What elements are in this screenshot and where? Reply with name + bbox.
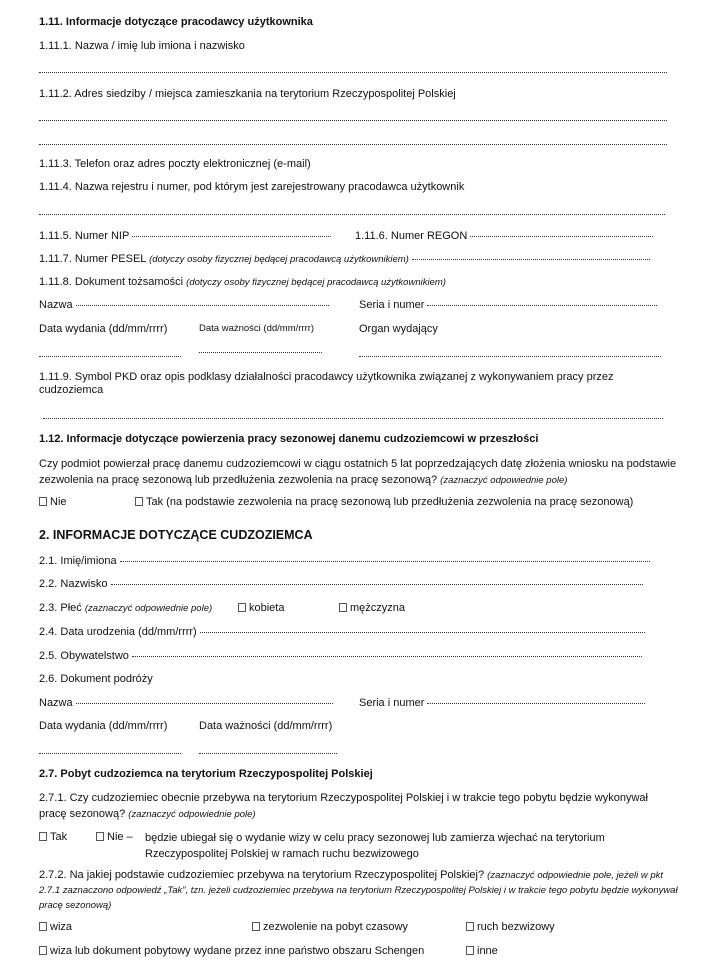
field-1-11-6-label: 1.11.6. Numer REGON xyxy=(355,230,468,242)
doc-1-authority-input[interactable] xyxy=(359,356,661,357)
doc-2-issue-label: Data wydania (dd/mm/rrrr) xyxy=(39,720,168,732)
field-2-1-label: 2.1. Imię/imiona xyxy=(39,555,117,567)
option-no-label: Nie xyxy=(50,496,67,508)
option-1-12-no[interactable] xyxy=(39,496,67,509)
option-male-label: mężczyzna xyxy=(350,602,406,614)
field-1-11-1-line[interactable] xyxy=(39,72,667,73)
doc-1-name-input[interactable] xyxy=(76,305,329,306)
checkbox-icon[interactable] xyxy=(39,497,47,506)
field-1-11-4-line[interactable] xyxy=(39,214,665,215)
q1-text: 2.7.1. Czy cudzoziemiec obecnie przebywa na terytorium Rzeczypospolitej Polskiej i w trakcie tego pobytu będzie wykonywał pracę sezonową? xyxy=(39,792,648,820)
doc-2-issue-input[interactable] xyxy=(39,753,181,754)
checkbox-icon[interactable] xyxy=(339,603,347,612)
field-2-3-row xyxy=(39,602,212,615)
checkbox-icon[interactable] xyxy=(238,603,246,612)
field-1-11-5-input[interactable] xyxy=(132,236,331,237)
field-1-11-8-label: 1.11.8. Dokument tożsamości xyxy=(39,276,184,288)
field-1-11-6-input[interactable] xyxy=(470,236,653,237)
doc-1-valid-input[interactable] xyxy=(199,352,322,353)
doc-2-name-label: Nazwa xyxy=(39,697,73,709)
option-1-12-yes[interactable] xyxy=(135,496,633,509)
option-yes-label: Tak (na podstawie zezwolenia na pracę sezonową lub przedłużenia zezwolenia na pracę sezonową) xyxy=(146,496,634,508)
field-2-4-row xyxy=(39,626,645,639)
field-1-11-8-note: (dotyczy osoby fizycznej będącej pracodawcą użytkownikiem) xyxy=(186,277,446,288)
field-1-11-2-line-1[interactable] xyxy=(39,120,667,121)
field-1-11-7-note: (dotyczy osoby fizycznej będącej pracodawcą użytkownikiem) xyxy=(149,254,409,265)
doc-1-authority-label: Organ wydający xyxy=(359,323,438,335)
option-yes-label: Tak xyxy=(50,831,68,843)
option-no-description: będzie ubiegał się o wydanie wizy w celu pracy sezonowej lub zamierza wjechać na terytorium Rzeczypospolitej Polskiej w ramach ruchu bezwizowego xyxy=(145,832,605,860)
section-2-title: 2. INFORMACJE DOTYCZĄCE CUDZOZIEMCA xyxy=(39,528,313,542)
doc-2-name-row xyxy=(39,697,333,710)
checkbox-icon[interactable] xyxy=(39,922,47,931)
field-2-4-input[interactable] xyxy=(200,632,645,633)
q2-text: 2.7.2. Na jakiej podstawie cudzoziemiec przebywa na terytorium Rzeczypospolitej Polskiej? xyxy=(39,869,485,881)
doc-2-series-label: Seria i numer xyxy=(359,697,425,709)
doc-1-issue-input[interactable] xyxy=(39,356,181,357)
field-2-7-2-question xyxy=(39,868,679,913)
field-2-3-note: (zaznaczyć odpowiednie pole) xyxy=(84,603,213,614)
option-female-label: kobieta xyxy=(249,602,285,614)
checkbox-icon[interactable] xyxy=(466,946,474,955)
field-2-1-row xyxy=(39,555,650,568)
section-1-11-title: 1.11. Informacje dotyczące pracodawcy użytkownika xyxy=(39,16,313,28)
doc-2-name-input[interactable] xyxy=(76,703,333,704)
field-2-5-label: 2.5. Obywatelstwo xyxy=(39,650,129,662)
option-temp-residence[interactable] xyxy=(252,921,408,934)
field-2-2-input[interactable] xyxy=(111,584,643,585)
checkbox-icon[interactable] xyxy=(466,922,474,931)
checkbox-icon[interactable] xyxy=(135,497,143,506)
field-1-11-2-label: 1.11.2. Adres siedziby / miejsca zamieszkania na terytorium Rzeczypospolitej Polskiej xyxy=(39,88,456,100)
doc-1-issue-label: Data wydania (dd/mm/rrrr) xyxy=(39,323,168,335)
field-1-11-5-row xyxy=(39,230,331,243)
field-1-11-8-row xyxy=(39,276,446,289)
option-visa[interactable] xyxy=(39,921,72,934)
doc-1-valid-label: Data ważności (dd/mm/rrrr) xyxy=(199,323,315,334)
field-1-11-9-line[interactable] xyxy=(43,418,663,419)
field-2-2-label: 2.2. Nazwisko xyxy=(39,578,108,590)
doc-1-series-label: Seria i numer xyxy=(359,299,425,311)
option-visa-free[interactable] xyxy=(466,921,555,934)
field-2-7-1-question xyxy=(39,791,669,822)
field-1-11-1-label: 1.11.1. Nazwa / imię lub imiona i nazwisko xyxy=(39,40,245,52)
doc-2-valid-label: Data ważności (dd/mm/rrrr) xyxy=(199,720,333,732)
doc-1-series-row xyxy=(359,299,657,312)
section-1-12-title: 1.12. Informacje dotyczące powierzenia pracy sezonowej danemu cudzoziemcowi w przeszłości xyxy=(39,433,539,445)
field-1-11-7-input[interactable] xyxy=(412,259,650,260)
option-visafree-label: ruch bezwizowy xyxy=(477,921,555,933)
field-1-11-4-label: 1.11.4. Nazwa rejestru i numer, pod którym jest zarejestrowany pracodawca użytkownik xyxy=(39,181,465,193)
checkbox-icon[interactable] xyxy=(39,946,47,955)
doc-1-name-label: Nazwa xyxy=(39,299,73,311)
field-2-5-input[interactable] xyxy=(132,656,642,657)
q1-note: (zaznaczyć odpowiednie pole) xyxy=(128,808,256,820)
question-note: (zaznaczyć odpowiednie pole) xyxy=(440,474,568,486)
option-female[interactable] xyxy=(238,602,284,615)
option-male[interactable] xyxy=(339,602,405,615)
field-1-11-2-line-2[interactable] xyxy=(39,144,667,145)
field-2-3-label: 2.3. Płeć xyxy=(39,602,82,614)
doc-1-name-row xyxy=(39,299,329,312)
field-1-11-7-label: 1.11.7. Numer PESEL xyxy=(39,253,146,265)
doc-2-valid-input[interactable] xyxy=(199,753,337,754)
field-1-11-9-label: 1.11.9. Symbol PKD oraz opis podklasy działalności pracodawcy użytkownika związanej z wykonywaniem pracy przez cudzoziemca xyxy=(39,371,614,396)
option-schengen[interactable] xyxy=(39,945,424,958)
field-1-11-3-label: 1.11.3. Telefon oraz adres poczty elektronicznej (e-mail) xyxy=(39,158,311,170)
checkbox-icon[interactable] xyxy=(39,832,47,841)
option-other-label: inne xyxy=(477,945,498,957)
doc-2-series-input[interactable] xyxy=(427,703,645,704)
doc-2-series-row xyxy=(359,697,645,710)
q2-note: (zaznaczyć odpowiednie pole, jeżeli w pkt 2.7.1 zaznaczono odpowiedź „Tak”, tzn. jeżeli cudzoziemiec przebywa na terytorium Rzeczypospolitej Polskiej i w trakcie tego pobytu będzie wykonywał pracę sezonową) xyxy=(39,870,678,911)
field-1-11-6-row xyxy=(355,230,653,243)
checkbox-icon[interactable] xyxy=(96,832,104,841)
option-visa-label: wiza xyxy=(50,921,73,933)
section-2-7-title: 2.7. Pobyt cudzoziemca na terytorium Rzeczypospolitej Polskiej xyxy=(39,768,373,780)
option-2-7-1-yes[interactable] xyxy=(39,831,67,844)
field-2-5-row xyxy=(39,650,642,663)
checkbox-icon[interactable] xyxy=(252,922,260,931)
option-2-7-1-no[interactable] xyxy=(96,831,133,844)
field-2-2-row xyxy=(39,578,643,591)
field-2-4-label: 2.4. Data urodzenia (dd/mm/rrrr) xyxy=(39,626,197,638)
question-text: Czy podmiot powierzał pracę danemu cudzoziemcowi w ciągu ostatnich 5 lat poprzedzających datę złożenia wniosku na podstawie zezwolenia na pracę sezonową lub przedłużenia zezwolenia na pracę sezonową? xyxy=(39,458,677,486)
option-no-label: Nie – xyxy=(107,831,133,843)
option-schengen-label: wiza lub dokument pobytowy wydane przez inne państwo obszaru Schengen xyxy=(50,945,425,957)
option-other[interactable] xyxy=(466,945,498,958)
field-1-11-5-label: 1.11.5. Numer NIP xyxy=(39,230,130,242)
section-1-12-question xyxy=(39,457,679,488)
field-2-1-input[interactable] xyxy=(120,561,650,562)
field-1-11-7-row xyxy=(39,253,650,266)
option-temp-label: zezwolenie na pobyt czasowy xyxy=(263,921,408,933)
field-2-6-label: 2.6. Dokument podróży xyxy=(39,673,153,685)
doc-1-series-input[interactable] xyxy=(427,305,657,306)
